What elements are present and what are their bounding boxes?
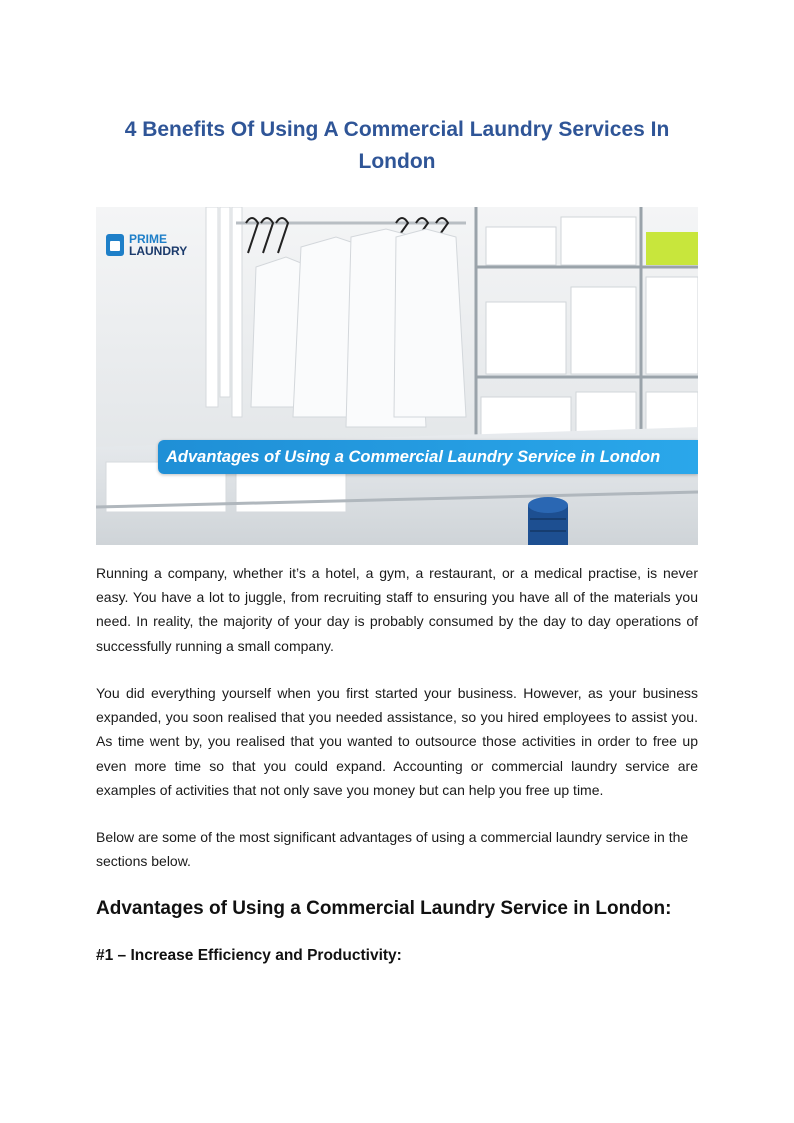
logo-line-1: PRIME: [129, 232, 168, 246]
brand-logo: [106, 233, 187, 257]
section-heading: Advantages of Using a Commercial Laundry Service in London:: [96, 898, 672, 919]
hero-image: [96, 207, 698, 545]
background-paragraph: You did everything yourself when you first started your business. However, as your business expanded, you soon realised that you needed assistance, so you hired employees to assist you. As time went by, you realised that you wanted to outsource those activities in order to free up even more time so that you could expand. Accounting or commercial laundry service are examples of activities that not only save you money but can help you free up time.: [96, 685, 698, 798]
logo-line-2: LAUNDRY: [129, 244, 188, 258]
shirt-icon: [106, 234, 124, 256]
lead-in-paragraph: Below are some of the most significant advantages of using a commercial laundry service in the sections below.: [96, 829, 689, 870]
hero-banner: Advantages of Using a Commercial Laundry Service in London: [158, 440, 698, 474]
yellow-towels: [646, 232, 698, 265]
bathrobes: [251, 229, 466, 427]
blue-cylinder: [528, 497, 568, 545]
page-title: 4 Benefits Of Using A Commercial Laundry Services In London: [124, 118, 670, 173]
subsection-heading: #1 – Increase Efficiency and Productivity:: [96, 947, 402, 964]
hanging-towels: [206, 207, 242, 417]
intro-paragraph: Running a company, whether it’s a hotel, a gym, a restaurant, or a medical practise, is never easy. You have a lot to juggle, from recruiting staff to ensuring you have all of the materials you need. In reality, the majority of your day is probably consumed by the day to day operations of successfully running a small company.: [96, 565, 698, 654]
